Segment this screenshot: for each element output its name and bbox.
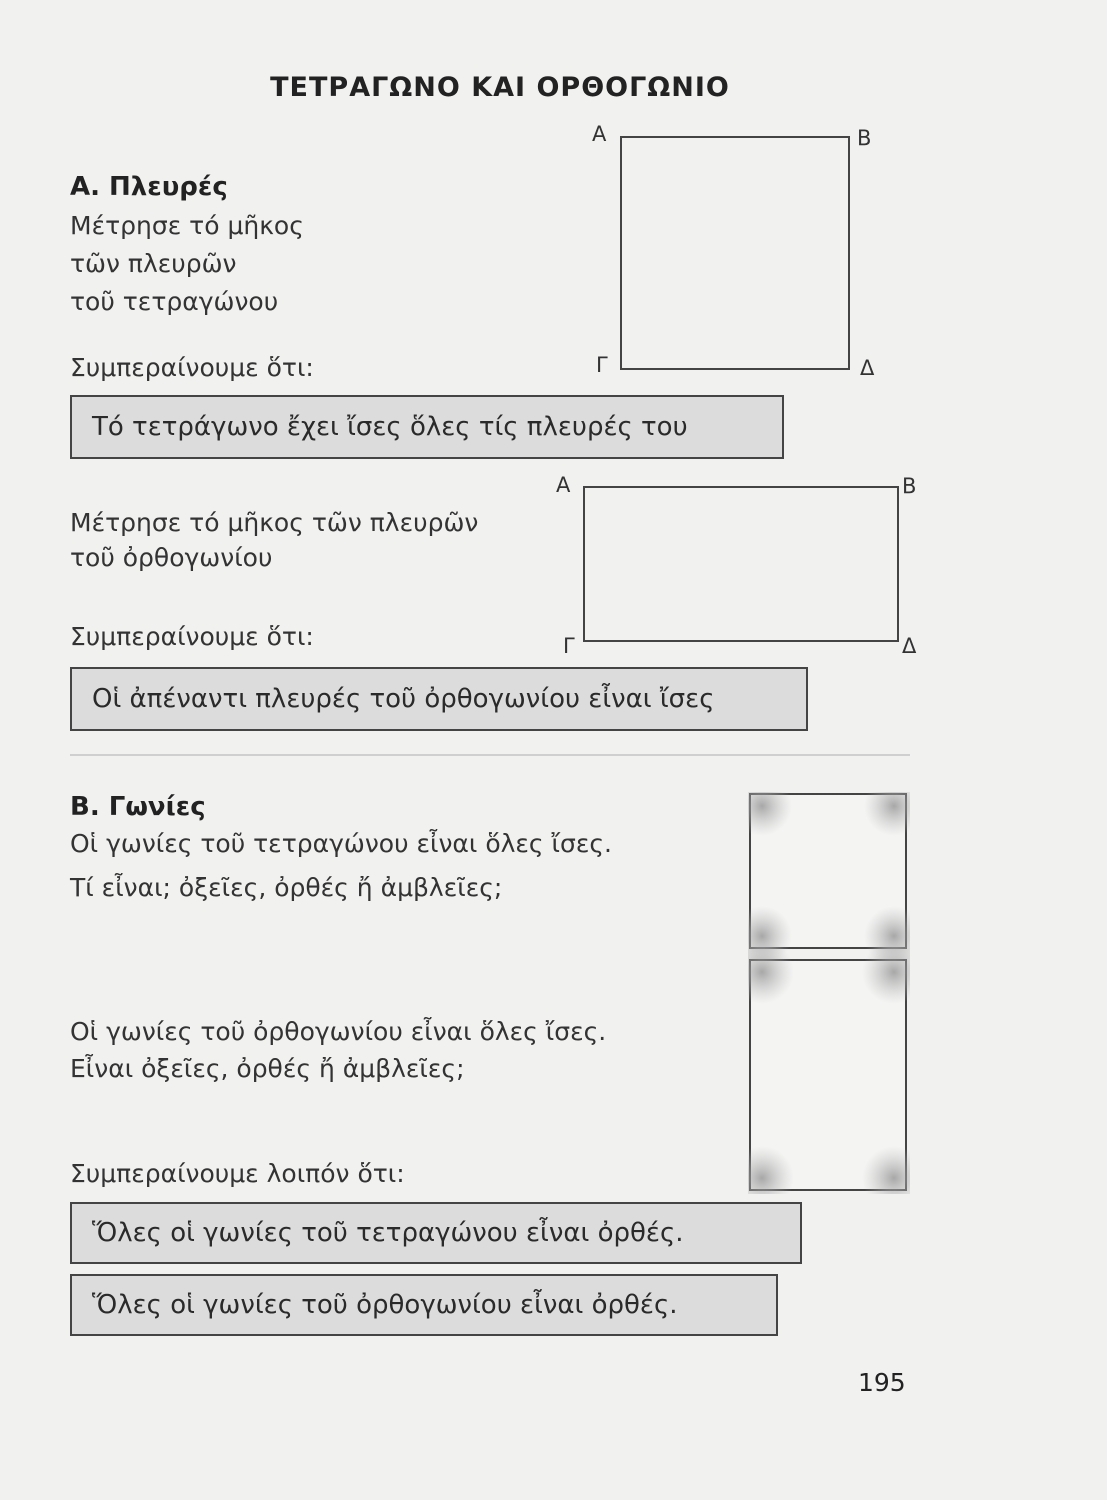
section-a-heading: Α. Πλευρές: [70, 172, 228, 202]
square-instruction-line-1: Μέτρησε τό μῆκος: [70, 211, 304, 240]
conclusion-label-sides-rectangle: Συμπεραίνουμε ὅτι:: [70, 622, 314, 651]
rectangle-angle-figure: [748, 940, 910, 1194]
square-angle-figure: [748, 792, 910, 966]
page-title: ΤΕΤΡΑΓΩΝΟ ΚΑΙ ΟΡΘΟΓΩΝΙΟ: [270, 72, 730, 103]
rectangle-angles-statement: Οἱ γωνίες τοῦ ὀρθογωνίου εἶναι ὅλες ἴσες.: [70, 1017, 607, 1046]
conclusion-box-square-sides: Τό τετράγωνο ἔχει ἴσες ὅλες τίς πλευρές του: [70, 395, 784, 459]
conclusion-box-rectangle-angles: Ὅλες οἱ γωνίες τοῦ ὀρθογωνίου εἶναι ὀρθές.: [70, 1274, 778, 1336]
conclusion-box-rectangle-sides: Οἱ ἀπέναντι πλευρές τοῦ ὀρθογωνίου εἶναι ἴσες: [70, 667, 808, 731]
rectangle-vertex-b: Β: [902, 474, 917, 498]
page-number: 195: [858, 1368, 906, 1397]
square-instruction-line-2: τῶν πλευρῶν: [70, 249, 237, 278]
square-vertex-a: Α: [592, 122, 607, 146]
rectangle-vertex-c: Γ: [563, 634, 575, 658]
square-vertex-b: Β: [857, 126, 872, 150]
section-divider: [70, 754, 910, 756]
rectangle-figure: [583, 486, 899, 642]
conclusion-label-sides-square: Συμπεραίνουμε ὅτι:: [70, 353, 314, 382]
square-instruction-line-3: τοῦ τετραγώνου: [70, 287, 279, 316]
rect-instruction-line-1: Μέτρησε τό μῆκος τῶν πλευρῶν: [70, 508, 479, 537]
square-angles-statement: Οἱ γωνίες τοῦ τετραγώνου εἶναι ὅλες ἴσες.: [70, 829, 612, 858]
rectangle-vertex-d: Δ: [902, 634, 917, 658]
section-b-heading: Β. Γωνίες: [70, 792, 206, 822]
square-figure: [620, 136, 850, 370]
conclusion-label-angles: Συμπεραίνουμε λοιπόν ὅτι:: [70, 1159, 405, 1188]
square-vertex-d: Δ: [860, 356, 875, 380]
conclusion-box-square-angles: Ὅλες οἱ γωνίες τοῦ τετραγώνου εἶναι ὀρθές.: [70, 1202, 802, 1264]
rect-instruction-line-2: τοῦ ὀρθογωνίου: [70, 543, 273, 572]
rectangle-vertex-a: Α: [556, 473, 571, 497]
square-angles-question: Τί εἶναι; ὀξεῖες, ὀρθές ἤ ἀμβλεῖες;: [70, 873, 503, 902]
rectangle-angles-question: Εἶναι ὀξεῖες, ὀρθές ἤ ἀμβλεῖες;: [70, 1054, 465, 1083]
angle-figures: [748, 792, 910, 1194]
square-vertex-c: Γ: [596, 353, 608, 377]
